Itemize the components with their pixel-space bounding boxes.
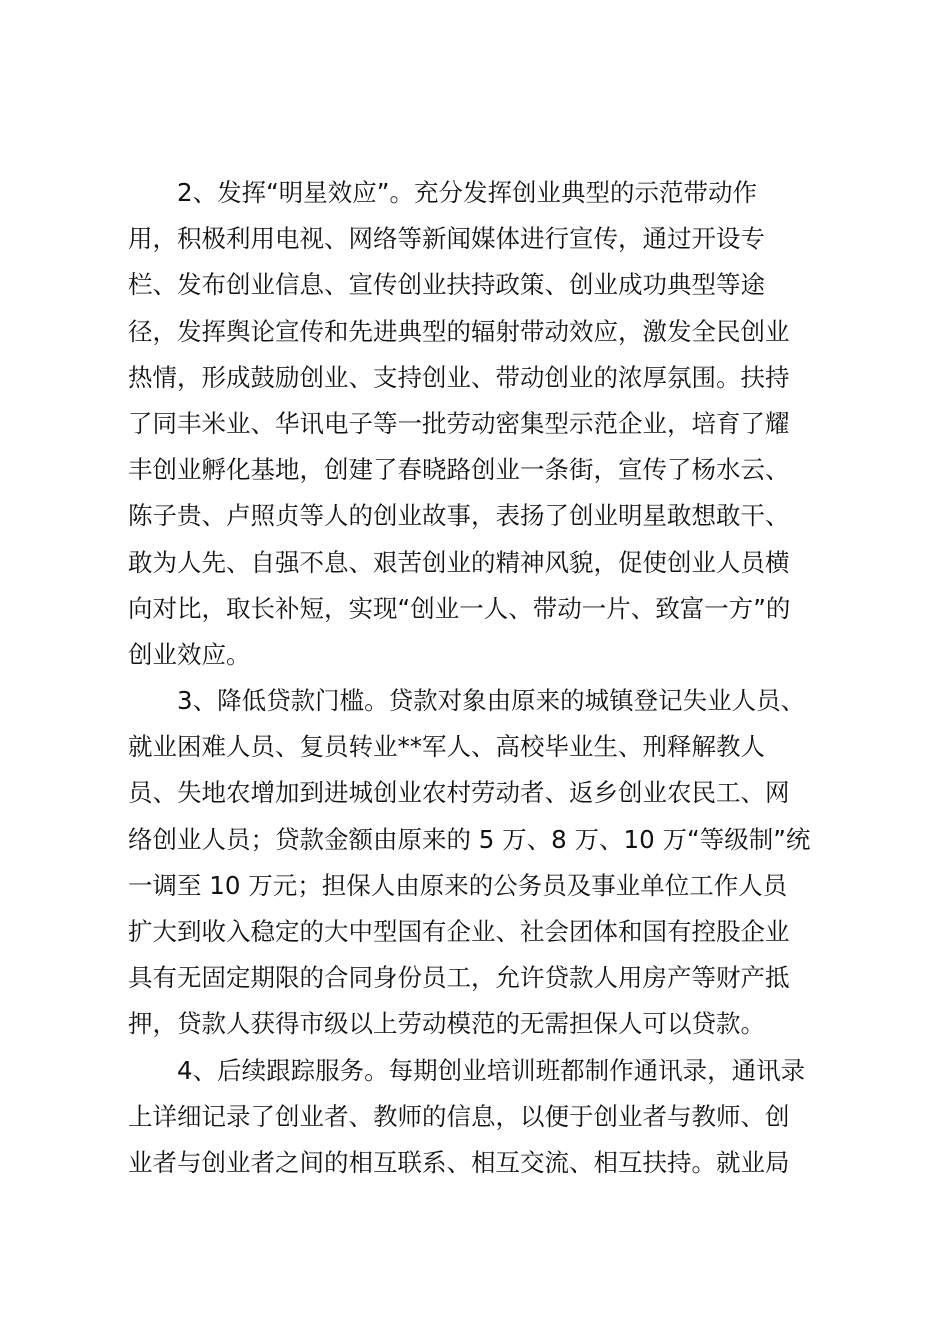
paragraph-line: 创业效应。 (128, 639, 251, 669)
paragraph-line: 敢为人先、自强不息、艰苦创业的精神风貌，促使创业人员横 (128, 547, 790, 577)
paragraph-line: 业者与创业者之间的相互联系、相互交流、相互扶持。就业局 (128, 1147, 790, 1177)
paragraph-line: 4、后续跟踪服务。每期创业培训班都制作通讯录，通讯录 (177, 1055, 806, 1085)
paragraph-3-loan-threshold (128, 678, 828, 1048)
paragraph-4-follow-up-service (128, 1048, 828, 1187)
paragraph-2-star-effect (128, 170, 828, 678)
paragraph-line: 用，积极利用电视、网络等新闻媒体进行宣传，通过开设专 (128, 224, 765, 254)
paragraph-line: 丰创业孵化基地，创建了春晓路创业一条街，宣传了杨水云、 (128, 455, 790, 485)
paragraph-line: 上详细记录了创业者、教师的信息，以便于创业者与教师、创 (128, 1101, 790, 1131)
paragraph-line: 热情，形成鼓励创业、支持创业、带动创业的浓厚氛围。扶持 (128, 362, 790, 392)
paragraph-line: 络创业人员；贷款金额由原来的 5 万、8 万、10 万“等级制”统 (128, 824, 811, 854)
paragraph-line: 2、发挥“明星效应”。充分发挥创业典型的示范带动作 (177, 178, 757, 207)
paragraph-line: 径，发挥舆论宣传和先进典型的辐射带动效应，激发全民创业 (128, 316, 790, 346)
paragraph-line: 向对比，取长补短，实现“创业一人、带动一片、致富一方”的 (128, 593, 791, 623)
paragraph-line: 员、失地农增加到进城创业农村劳动者、返乡创业农民工、网 (128, 778, 790, 808)
paragraph-line: 押，贷款人获得市级以上劳动模范的无需担保人可以贷款。 (128, 1009, 765, 1039)
paragraph-line: 扩大到收入稳定的大中型国有企业、社会团体和国有控股企业 (128, 917, 790, 946)
paragraph-line: 就业困难人员、复员转业**军人、高校毕业生、刑释解教人 (128, 732, 765, 762)
paragraph-line: 陈子贵、卢照贞等人的创业故事，表扬了创业明星敢想敢干、 (128, 501, 790, 531)
paragraph-line: 具有无固定期限的合同身份员工，允许贷款人用房产等财产抵 (128, 963, 790, 993)
paragraph-line: 3、降低贷款门槛。贷款对象由原来的城镇登记失业人员、 (177, 686, 806, 716)
paragraph-line: 一调至 10 万元；担保人由原来的公务员及事业单位工作人员 (128, 870, 788, 900)
paragraph-line: 栏、发布创业信息、宣传创业扶持政策、创业成功典型等途 (128, 270, 765, 300)
paragraph-line: 了同丰米业、华讯电子等一批劳动密集型示范企业，培育了耀 (128, 408, 790, 438)
document-body (128, 170, 828, 1186)
